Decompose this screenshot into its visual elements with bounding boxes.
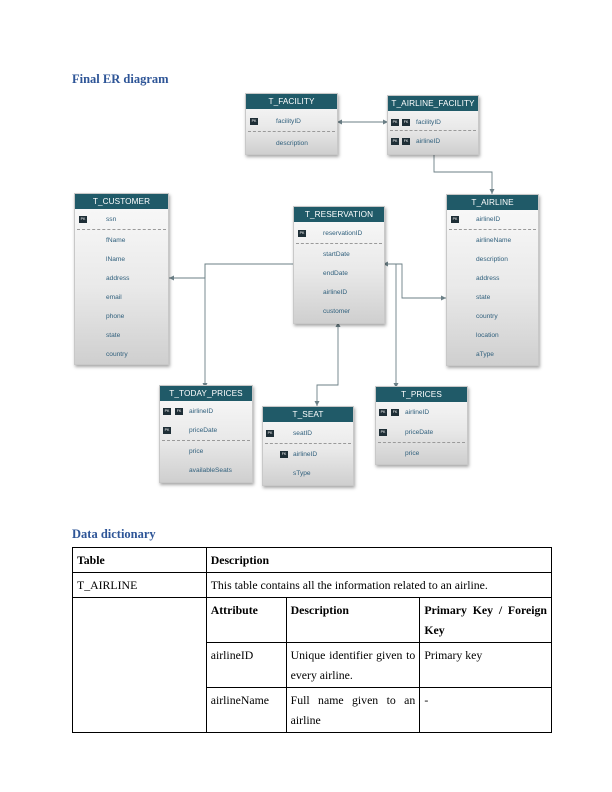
field-name: airlineID xyxy=(189,408,214,415)
entity-t-facility xyxy=(245,93,338,155)
field-name: description xyxy=(476,256,508,263)
header-attribute-description: Description xyxy=(286,598,420,643)
entity-t-seat xyxy=(262,406,354,486)
entity-t-airline-facility xyxy=(387,95,479,155)
header-key: Primary Key / Foreign Key xyxy=(420,598,552,643)
pk-badge: PK xyxy=(80,217,86,221)
field-divider xyxy=(296,243,382,244)
pk-badge: PK xyxy=(299,231,305,235)
attribute-cell: airlineID xyxy=(206,643,286,688)
field-name: country xyxy=(476,313,498,320)
field-name: email xyxy=(106,294,122,301)
field-divider xyxy=(162,440,250,441)
field-name: customer xyxy=(323,308,351,315)
header-attribute: Attribute xyxy=(206,598,286,643)
entity-t-today-prices xyxy=(159,385,253,483)
field-name: lName xyxy=(106,256,126,263)
pk-badge: PK xyxy=(164,428,170,432)
pk-badge: PK xyxy=(392,120,398,124)
field-divider xyxy=(449,229,536,230)
fk-badge: FK xyxy=(176,409,182,413)
field-name: airlineID xyxy=(405,409,430,416)
table-name-cell: T_AIRLINE xyxy=(73,573,207,598)
field-name: address xyxy=(476,275,500,282)
empty-cell xyxy=(73,598,207,733)
data-dictionary-heading: Data dictionary xyxy=(72,527,156,541)
pk-badge: PK xyxy=(392,139,398,143)
field-name: reservationID xyxy=(323,230,363,237)
entity-t-airline xyxy=(446,194,539,366)
fk-badge: FK xyxy=(281,452,287,456)
link-reservation-seat xyxy=(317,322,338,406)
field-divider xyxy=(248,131,335,132)
entity-title: T_AIRLINE xyxy=(447,195,538,210)
fk-badge: FK xyxy=(392,410,398,414)
attribute-description-cell: Unique identifier given to every airline. xyxy=(286,643,420,688)
field-name: state xyxy=(476,294,491,301)
attribute-description-cell: Full name given to an airline xyxy=(286,688,420,733)
field-name: price xyxy=(405,450,420,457)
field-name: facilityID xyxy=(276,118,301,125)
attribute-cell: airlineName xyxy=(206,688,286,733)
entity-title: T_SEAT xyxy=(263,407,353,422)
pk-badge: PK xyxy=(164,409,170,413)
field-name: country xyxy=(106,351,128,358)
er-diagram-heading: Final ER diagram xyxy=(72,72,169,86)
entity-title: T_FACILITY xyxy=(246,94,337,109)
field-name: priceDate xyxy=(189,427,218,434)
field-name: fName xyxy=(106,237,126,244)
header-table: Table xyxy=(73,548,207,573)
field-name: airlineID xyxy=(416,138,441,145)
entity-title: T_AIRLINE_FACILITY xyxy=(388,96,478,111)
er-diagram xyxy=(72,90,540,488)
entity-title: T_CUSTOMER xyxy=(75,194,168,209)
pk-badge: PK xyxy=(267,431,273,435)
fk-badge: FK xyxy=(403,139,409,143)
field-divider xyxy=(265,443,351,444)
field-name: sType xyxy=(293,470,311,477)
field-name: airlineID xyxy=(476,216,501,223)
field-divider xyxy=(378,442,465,443)
table-row xyxy=(73,573,552,598)
field-name: airlineID xyxy=(293,451,318,458)
entity-title: T_RESERVATION xyxy=(294,207,384,222)
entity-t-reservation xyxy=(293,206,385,324)
table-header-row xyxy=(73,548,552,573)
fk-badge: FK xyxy=(403,120,409,124)
field-name: airlineName xyxy=(476,237,512,244)
header-description: Description xyxy=(206,548,551,573)
field-name: airlineID xyxy=(323,289,348,296)
link-reservation-today-prices xyxy=(205,264,293,388)
field-name: phone xyxy=(106,313,125,320)
pk-badge: PK xyxy=(251,119,257,123)
attribute-key-cell: Primary key xyxy=(420,643,552,688)
entity-title: T_TODAY_PRICES xyxy=(160,386,252,401)
field-name: price xyxy=(189,448,204,455)
link-reservation-customer xyxy=(169,264,293,278)
entity-title: T_PRICES xyxy=(376,387,467,402)
field-name: facilityID xyxy=(416,119,441,126)
attribute-header-row xyxy=(73,598,552,643)
field-name: endDate xyxy=(323,270,348,277)
table-description-cell: This table contains all the information related to an airline. xyxy=(206,573,551,598)
field-divider xyxy=(77,229,166,230)
field-name: address xyxy=(106,275,130,282)
entity-t-customer xyxy=(74,193,169,365)
data-dictionary-table xyxy=(72,547,552,733)
field-name: seatID xyxy=(293,430,313,437)
field-name: priceDate xyxy=(405,429,434,436)
link-airline-facility-airline xyxy=(434,152,492,194)
field-name: state xyxy=(106,332,121,339)
pk-badge: PK xyxy=(380,410,386,414)
pk-badge: PK xyxy=(380,430,386,434)
field-name: aType xyxy=(476,351,494,358)
field-divider xyxy=(390,130,476,131)
field-name: location xyxy=(476,332,499,339)
field-name: description xyxy=(276,140,308,147)
pk-badge: PK xyxy=(452,217,458,221)
field-name: startDate xyxy=(323,251,350,258)
entity-t-prices xyxy=(375,386,468,465)
field-name: ssn xyxy=(106,216,117,223)
field-name: availableSeats xyxy=(189,467,232,474)
link-reservation-airline xyxy=(383,264,446,298)
attribute-key-cell: - xyxy=(420,688,552,733)
